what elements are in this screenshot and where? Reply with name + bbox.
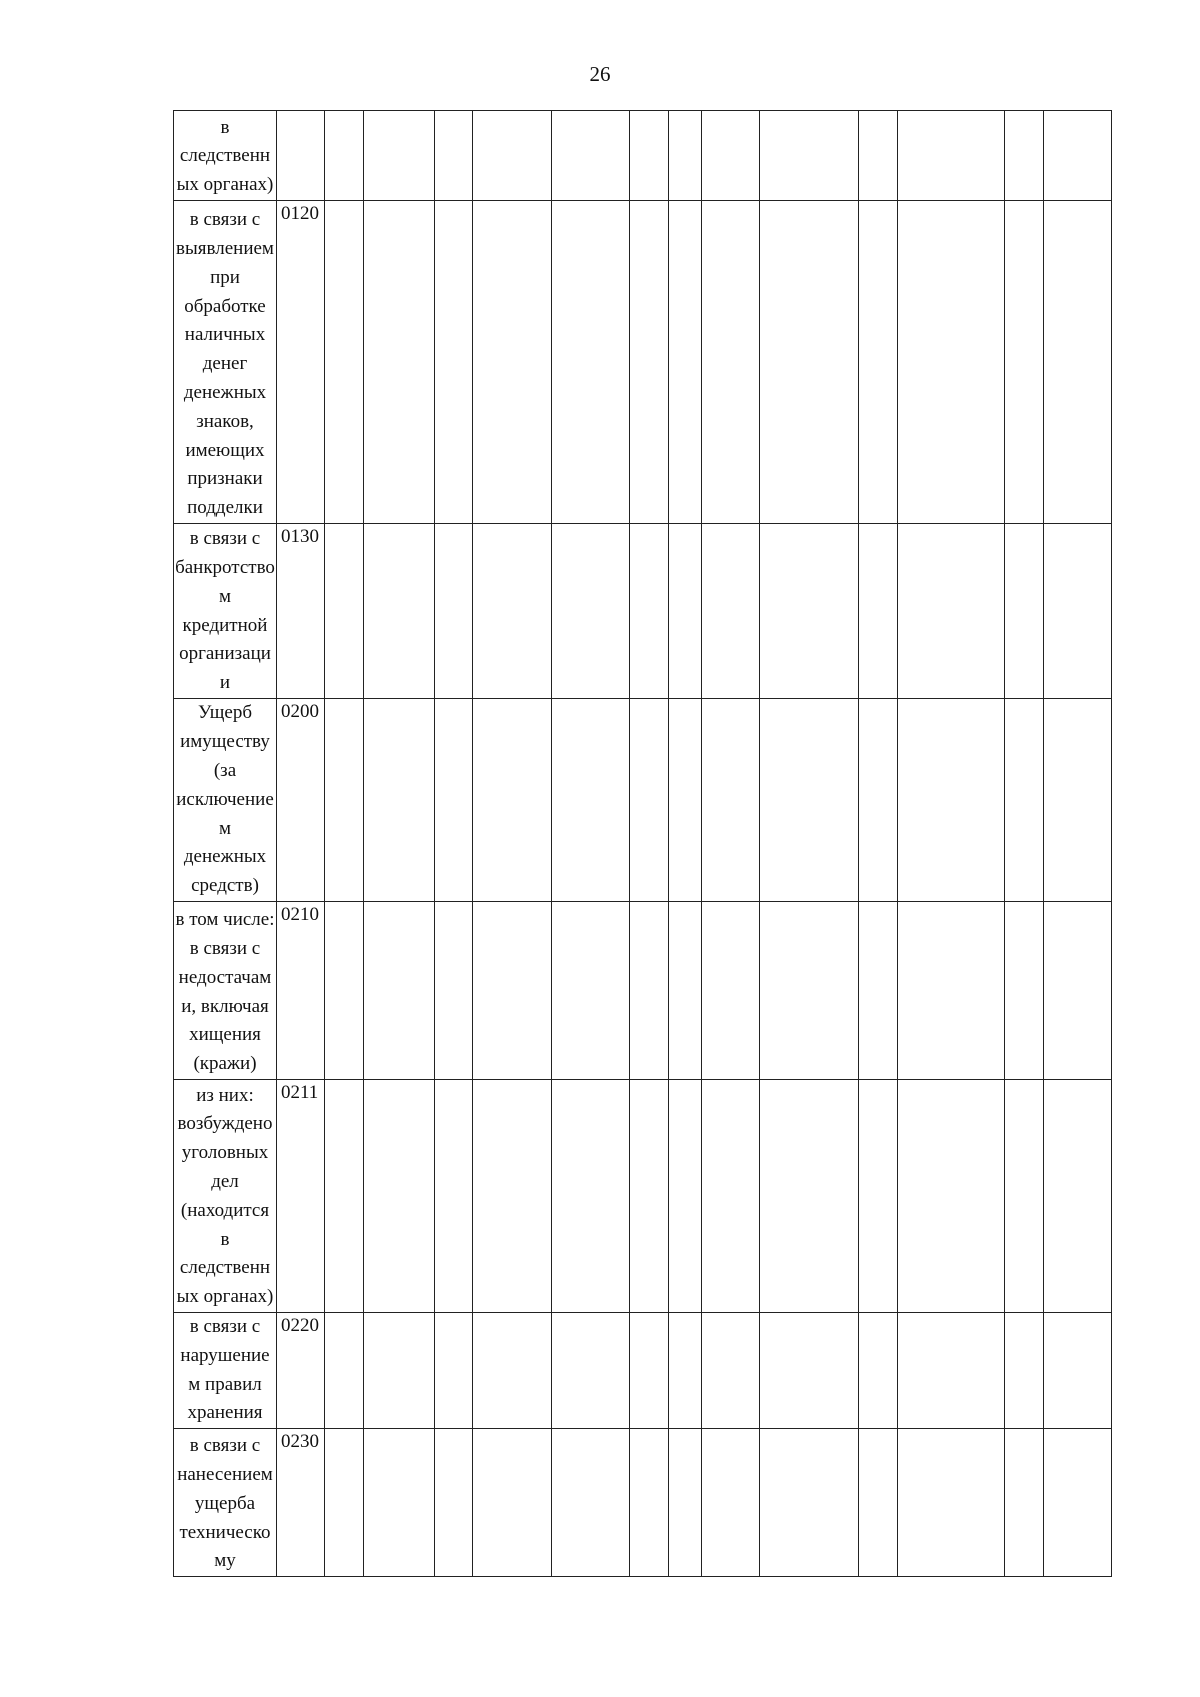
row-label-line: денег (202, 353, 248, 375)
empty-value-cell (859, 902, 898, 1080)
row-label-line: в связи с (189, 528, 261, 550)
empty-value-cell (669, 699, 702, 902)
row-label-line: из них: (196, 1084, 254, 1106)
row-label-line: Ущерб (197, 702, 252, 724)
empty-value-cell (898, 524, 1005, 699)
row-label-line: (за (213, 760, 237, 782)
row-label-line: недостачам (178, 966, 272, 988)
empty-value-cell (473, 1080, 552, 1313)
row-label-line: имеющих (185, 439, 265, 461)
empty-value-cell (473, 1429, 552, 1577)
table-row (174, 201, 1112, 524)
row-label-line: хищения (189, 1024, 261, 1046)
row-label-line: выявлением (176, 238, 274, 260)
empty-value-cell (630, 111, 669, 201)
empty-value-cell (859, 111, 898, 201)
empty-value-cell (1044, 1429, 1112, 1577)
empty-value-cell (669, 1080, 702, 1313)
empty-value-cell (552, 1429, 630, 1577)
empty-value-cell (760, 902, 859, 1080)
row-label (174, 524, 277, 699)
row-code: 0210 (277, 902, 325, 1080)
row-label-line: в связи с (189, 209, 261, 231)
report-form-table (173, 110, 1112, 1577)
row-label-line: м (218, 817, 232, 839)
empty-value-cell (760, 1313, 859, 1429)
row-label-line: техническо (179, 1521, 271, 1543)
row-label-line: м правил (188, 1373, 262, 1395)
row-label-line: возбуждено (177, 1113, 273, 1135)
empty-value-cell (552, 201, 630, 524)
row-label-line: нарушение (180, 1344, 270, 1366)
row-label-line: исключение (176, 788, 274, 810)
row-label-line: в (220, 1228, 230, 1250)
row-label-line: ых органах) (176, 174, 274, 196)
row-label-line: хранения (187, 1402, 263, 1424)
row-label-line: уголовных (181, 1142, 269, 1164)
row-label (174, 1429, 277, 1577)
row-label (174, 1080, 277, 1313)
row-label-line: ущерба (194, 1492, 256, 1514)
row-label-line: наличных (184, 324, 266, 346)
row-label-line: организаци (179, 643, 271, 665)
empty-value-cell (630, 1080, 669, 1313)
empty-value-cell (898, 699, 1005, 902)
empty-value-cell (630, 1313, 669, 1429)
empty-value-cell (859, 1429, 898, 1577)
empty-value-cell (859, 1313, 898, 1429)
empty-value-cell (435, 1313, 473, 1429)
empty-value-cell (325, 699, 364, 902)
row-label-line: следственн (179, 1257, 271, 1279)
empty-value-cell (473, 902, 552, 1080)
row-label-line: кредитной (182, 614, 268, 636)
empty-value-cell (1044, 111, 1112, 201)
table-row (174, 1080, 1112, 1313)
empty-value-cell (1005, 111, 1044, 201)
row-label-line: в связи с (189, 1316, 261, 1337)
empty-value-cell (552, 1313, 630, 1429)
row-label-line: подделки (187, 497, 263, 519)
empty-value-cell (1044, 1080, 1112, 1313)
empty-value-cell (473, 1313, 552, 1429)
empty-value-cell (1044, 699, 1112, 902)
empty-value-cell (364, 902, 435, 1080)
row-label-line: дел (211, 1171, 239, 1193)
table-row (174, 902, 1112, 1080)
empty-value-cell (435, 699, 473, 902)
empty-value-cell (760, 111, 859, 201)
empty-value-cell (702, 201, 760, 524)
empty-value-cell (325, 1313, 364, 1429)
empty-value-cell (325, 1080, 364, 1313)
empty-value-cell (630, 524, 669, 699)
row-label-line: банкротство (175, 557, 275, 579)
empty-value-cell (702, 902, 760, 1080)
row-label-line: му (214, 1550, 236, 1572)
row-label (174, 902, 277, 1080)
empty-value-cell (473, 201, 552, 524)
row-label-line: знаков, (196, 410, 254, 432)
row-code: 0220 (277, 1313, 325, 1429)
empty-value-cell (325, 111, 364, 201)
empty-value-cell (364, 1429, 435, 1577)
empty-value-cell (552, 699, 630, 902)
table-row (174, 699, 1112, 902)
empty-value-cell (630, 699, 669, 902)
row-label-line: (кражи) (193, 1053, 257, 1075)
empty-value-cell (325, 524, 364, 699)
row-code: 0200 (277, 699, 325, 902)
row-label-line: в (220, 116, 230, 138)
row-label-line: м (218, 585, 232, 607)
row-label (174, 699, 277, 902)
table-row (174, 1429, 1112, 1577)
empty-value-cell (859, 201, 898, 524)
row-code: 0130 (277, 524, 325, 699)
empty-value-cell (435, 524, 473, 699)
empty-value-cell (898, 1313, 1005, 1429)
empty-value-cell (1005, 902, 1044, 1080)
empty-value-cell (630, 201, 669, 524)
empty-value-cell (669, 524, 702, 699)
table-row (174, 111, 1112, 201)
row-label-line: в том числе: (175, 909, 275, 931)
empty-value-cell (1005, 1080, 1044, 1313)
row-label-line: признаки (187, 468, 263, 490)
empty-value-cell (473, 699, 552, 902)
empty-value-cell (435, 1080, 473, 1313)
empty-value-cell (473, 524, 552, 699)
table-row (174, 524, 1112, 699)
empty-value-cell (1044, 201, 1112, 524)
table-body (174, 111, 1112, 1577)
empty-value-cell (364, 1080, 435, 1313)
empty-value-cell (630, 1429, 669, 1577)
empty-value-cell (760, 1429, 859, 1577)
empty-value-cell (1044, 524, 1112, 699)
row-label-line: в связи с (189, 938, 261, 960)
empty-value-cell (435, 201, 473, 524)
row-label-line: следственн (179, 145, 271, 167)
page-number: 26 (589, 62, 611, 86)
empty-value-cell (760, 201, 859, 524)
row-code: 0211 (277, 1080, 325, 1313)
row-label-line: имуществу (180, 731, 270, 753)
empty-value-cell (669, 111, 702, 201)
empty-value-cell (1005, 201, 1044, 524)
empty-value-cell (702, 524, 760, 699)
empty-value-cell (702, 699, 760, 902)
empty-value-cell (1005, 524, 1044, 699)
empty-value-cell (435, 111, 473, 201)
empty-value-cell (325, 902, 364, 1080)
empty-value-cell (702, 1429, 760, 1577)
row-code: 0230 (277, 1429, 325, 1577)
empty-value-cell (1005, 1313, 1044, 1429)
empty-value-cell (898, 902, 1005, 1080)
empty-value-cell (1044, 1313, 1112, 1429)
row-label-line: при (210, 266, 240, 288)
row-label-line: (находится (180, 1199, 270, 1221)
empty-value-cell (630, 902, 669, 1080)
empty-value-cell (364, 699, 435, 902)
row-label (174, 1313, 277, 1429)
empty-value-cell (1005, 699, 1044, 902)
empty-value-cell (552, 111, 630, 201)
table-row (174, 1313, 1112, 1429)
empty-value-cell (760, 1080, 859, 1313)
empty-value-cell (435, 1429, 473, 1577)
row-label-line: и (219, 672, 231, 694)
empty-value-cell (859, 699, 898, 902)
empty-value-cell (760, 699, 859, 902)
empty-value-cell (364, 1313, 435, 1429)
empty-value-cell (760, 524, 859, 699)
row-label-line: ых органах) (176, 1286, 274, 1308)
empty-value-cell (702, 1080, 760, 1313)
empty-value-cell (859, 524, 898, 699)
empty-value-cell (325, 201, 364, 524)
empty-value-cell (702, 1313, 760, 1429)
row-label (174, 111, 277, 201)
empty-value-cell (1044, 902, 1112, 1080)
empty-value-cell (859, 1080, 898, 1313)
empty-value-cell (669, 1429, 702, 1577)
row-label-line: обработке (184, 295, 266, 317)
row-label-line: денежных (183, 846, 267, 868)
empty-value-cell (669, 1313, 702, 1429)
empty-value-cell (898, 1429, 1005, 1577)
empty-value-cell (325, 1429, 364, 1577)
row-code (277, 111, 325, 201)
row-label-line: и, включая (181, 995, 269, 1017)
row-label (174, 201, 277, 524)
empty-value-cell (364, 524, 435, 699)
row-label-line: нанесением (177, 1464, 273, 1485)
empty-value-cell (552, 1080, 630, 1313)
row-label-line: средств) (191, 875, 259, 897)
row-label-line: денежных (183, 382, 267, 404)
row-label-line: в связи с (189, 1435, 261, 1457)
empty-value-cell (1005, 1429, 1044, 1577)
empty-value-cell (552, 524, 630, 699)
empty-value-cell (364, 201, 435, 524)
empty-value-cell (702, 111, 760, 201)
empty-value-cell (669, 201, 702, 524)
empty-value-cell (669, 902, 702, 1080)
empty-value-cell (898, 1080, 1005, 1313)
empty-value-cell (473, 111, 552, 201)
empty-value-cell (364, 111, 435, 201)
empty-value-cell (552, 902, 630, 1080)
empty-value-cell (435, 902, 473, 1080)
empty-value-cell (898, 111, 1005, 201)
empty-value-cell (898, 201, 1005, 524)
row-code: 0120 (277, 201, 325, 524)
